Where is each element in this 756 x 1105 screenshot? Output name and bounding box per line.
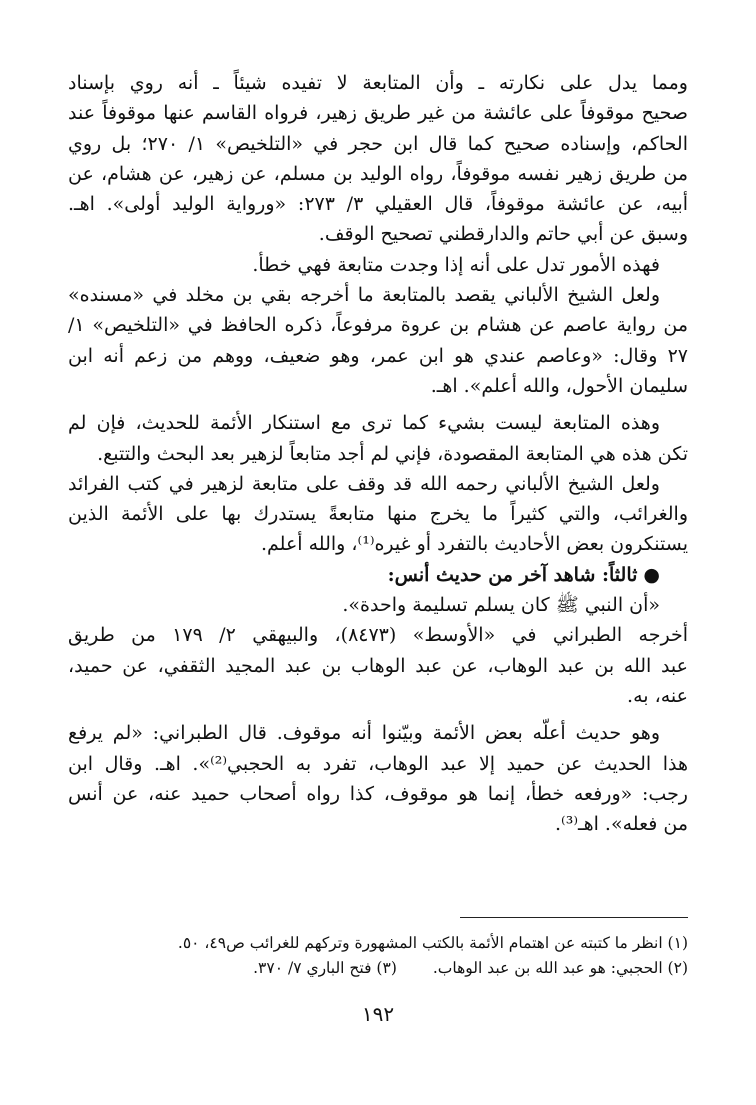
text-line: تكن هذه هي المتابعة المقصودة، فإني لم أجد متابعاً لزهير بعد البحث والتتبع. <box>97 442 688 465</box>
text-line: من طريق زهير نفسه موقوفاً، رواه الوليد بن مسلم، عن زهير، عن هشام، عن <box>68 162 688 185</box>
hadith-quote: «أن النبي ﷺ كان يسلم تسليمة واحدة». <box>342 594 660 617</box>
footnote-3: (٣) فتح الباري ٧/ ٣٧٠. <box>253 959 397 977</box>
footnote-1: (١) انظر ما كتبته عن اهتمام الأئمة بالكتب المشهورة وتركهم للغرائب ص٤٩، ٥٠. <box>177 934 688 952</box>
footnotes <box>68 931 688 981</box>
text-line: وهذه المتابعة ليست بشيء كما ترى مع استنكار الأئمة للحديث، فإن لم <box>68 412 660 435</box>
footnote-row <box>68 956 688 981</box>
text-line: وهو حديث أعلّه بعض الأئمة وبيّنوا أنه موقوف. قال الطبراني: «لم يرفع <box>68 722 660 745</box>
text-line: عبد الله بن عبد الوهاب، عن عبد الوهاب بن عبد المجيد الثقفي، عن حميد، <box>68 654 688 677</box>
text-line: فهذه الأمور تدل على أنه إذا وجدت متابعة فهي خطأ. <box>252 253 660 276</box>
text-line: من فعله». اهـ⁽³⁾. <box>555 813 688 836</box>
text-line: الحاكم، وإسناده صحيح كما قال ابن حجر في «التلخيص» ١/ ٢٧٠؛ بل روي <box>68 132 688 155</box>
section-heading <box>68 560 688 590</box>
text-line: ولعل الشيخ الألباني رحمه الله قد وقف على متابعة لزهير في كتب الفرائد <box>68 472 660 495</box>
footnote-2: (٢) الحجبي: هو عبد الله بن عبد الوهاب. <box>432 959 688 977</box>
text-line: والغرائب، والتي كثيراً ما يخرج منها متابعةً يستدرك بها على الأئمة الذين <box>68 503 688 526</box>
text-line: يستنكرون بعض الأحاديث بالتفرد أو غيره⁽¹⁾، والله أعلم. <box>260 533 688 556</box>
text-line: هذا الحديث عن حميد إلا عبد الوهاب، تفرد به الحجبي⁽²⁾». اهـ. وقال ابن <box>68 752 688 775</box>
text-line: سليمان الأحول، والله أعلم». اهـ. <box>430 374 688 397</box>
text-line: صحيح موقوفاً على عائشة من غير طريق زهير، فرواه القاسم عنها موقوفاً عند <box>68 102 688 125</box>
text-line: من رواية عاصم عن هشام بن عروة مرفوعاً، ذكره الحافظ في «التلخيص» ١/ <box>68 314 688 337</box>
text-line: ومما يدل على نكارته ـ وأن المتابعة لا تفيده شيئاً ـ أنه روي بإسناد <box>68 72 688 94</box>
text-line: وسبق عن أبي حاتم والدارقطني تصحيح الوقف. <box>318 223 688 246</box>
text-line: أخرجه الطبراني في «الأوسط» (٨٤٧٣)، والبيهقي ٢/ ١٧٩ من طريق <box>68 624 688 647</box>
text-line: أبيه، عن عائشة موقوفاً، قال العقيلي ٣/ ٢٧٣: «ورواية الوليد أولى». اهـ. <box>68 193 688 216</box>
bullet-icon: ● <box>643 563 660 586</box>
text-line: رجب: «ورفعه خطأ، إنما هو موقوف، كذا رواه أصحاب حميد عنه، عن أنس <box>68 782 688 805</box>
text-line: عنه، به. <box>627 684 688 707</box>
page-number: ١٩٢ <box>361 1002 395 1026</box>
text-line: ولعل الشيخ الألباني يقصد بالمتابعة ما أخرجه بقي بن مخلد في «مسنده» <box>68 284 660 307</box>
section-heading-text: ثالثاً: شاهد آخر من حديث أنس: <box>387 563 638 586</box>
footnote-divider <box>460 917 688 918</box>
text-line: ٢٧ وقال: «وعاصم عندي هو ابن عمر، وهو ضعيف، ووهم من زعم أنه ابن <box>68 344 688 367</box>
